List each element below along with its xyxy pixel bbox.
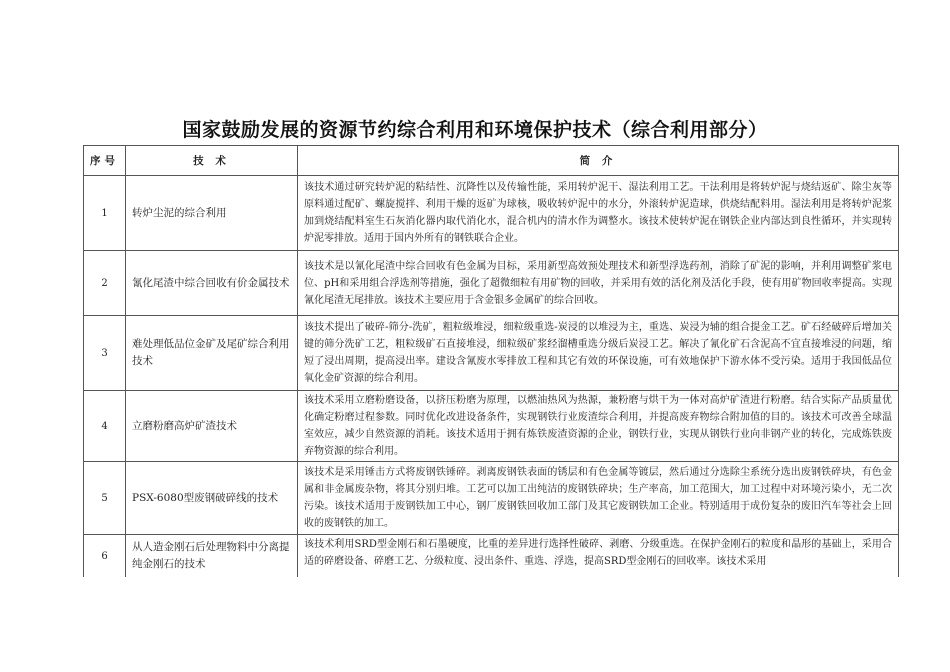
header-technology: 技 术 — [126, 146, 298, 176]
table-row — [84, 462, 899, 535]
row-number: 4 — [84, 391, 126, 462]
row-number: 3 — [84, 316, 126, 391]
table-row — [84, 316, 899, 391]
header-number: 序号 — [84, 146, 126, 176]
technology-name: 转炉尘泥的综合利用 — [126, 176, 298, 251]
table-row — [84, 176, 899, 251]
table-row — [84, 535, 899, 578]
technology-name: PSX-6080型废钢破碎线的技术 — [126, 462, 298, 535]
row-number: 1 — [84, 176, 126, 251]
row-number: 2 — [84, 251, 126, 316]
technology-name: 立磨粉磨高炉矿渣技术 — [126, 391, 298, 462]
technology-description: 该技术是采用锤击方式将废钢铁锤碎。剥离废钢铁表面的锈层和有色金属等镀层，然后通过分选除尘系统分选出废钢铁碎块，有色金属和非金属废杂物，将其分别归堆。工艺可以加工出纯洁的废钢铁碎块；生产率高，加工范围大，加工过程中对环境污染小，无二次污染。该技术适用于废钢铁加工中心，钢厂废钢铁回收加工部门及其它废钢铁加工企业。特别适用于成份复杂的废旧汽车等社会上回收的废钢铁的加工。 — [298, 462, 899, 535]
technology-name: 从人造金刚石后处理物料中分离提纯金刚石的技术 — [126, 535, 298, 578]
technology-description: 该技术采用立磨粉磨设备，以挤压粉磨为原理，以燃油热风为热源，兼粉磨与烘干为一体对高炉矿渣进行粉磨。结合实际产品质量优化确定粉磨过程参数。同时优化改进设备条件，实现钢铁行业废渣综合利用，并提高废弃物综合附加值的目的。该技术可改善全球温室效应，减少自然资源的消耗。该技术适用于拥有炼铁废渣资源的企业，钢铁行业，实现从钢铁行业向非钢产业的转化，完成炼铁废弃物资源的综合利用。 — [298, 391, 899, 462]
technology-description: 该技术提出了破碎-筛分-洗矿，粗粒级堆浸，细粒级重选-炭浸的以堆浸为主，重选、炭浸为辅的组合提金工艺。矿石经破碎后增加关键的筛分洗矿工艺，粗粒级矿石直接堆浸，细粒级矿浆经溜槽重选分级后炭浸工艺。解决了氰化矿石含泥高不宜直接堆浸的问题，缩短了浸出周期，提高浸出率。建设含氰废水零排放工程和其它有效的环保设施，可有效地保护下游水体不受污染。适用于我国低品位氧化金矿资源的综合利用。 — [298, 316, 899, 391]
technology-table — [83, 145, 899, 577]
header-description: 简 介 — [298, 146, 899, 176]
table-header-row — [84, 146, 899, 176]
row-number: 6 — [84, 535, 126, 578]
technology-description: 该技术是以氰化尾渣中综合回收有色金属为目标，采用新型高效预处理技术和新型浮选药剂，消除了矿泥的影响，并利用调整矿浆电位、pH和采用组合浮选剂等措施，强化了超微细粒有用矿物的回收，并采用有效的活化剂及活化手段，使有用矿物回收率提高。实现氰化尾渣无尾排放。该技术主要应用于含金银多金属矿的综合回收。 — [298, 251, 899, 316]
technology-description: 该技术通过研究转炉泥的粘结性、沉降性以及传输性能，采用转炉泥干、湿法利用工艺。干法利用是将转炉泥与烧结返矿、除尘灰等原料通过配矿、螺旋搅拌、利用干燥的返矿为球核，吸收转炉泥中的水分，外滚转炉泥造球，供烧结配料用。湿法利用是将转炉泥浆加到烧结配料室生石灰消化器内取代消化水，混合机内的清水作为调整水。该技术使转炉泥在钢铁企业内部达到良性循环，并实现转炉泥零排放。适用于国内外所有的钢铁联合企业。 — [298, 176, 899, 251]
table-row — [84, 391, 899, 462]
technology-name: 难处理低品位金矿及尾矿综合利用技术 — [126, 316, 298, 391]
technology-name: 氰化尾渣中综合回收有价金属技术 — [126, 251, 298, 316]
document-title: 国家鼓励发展的资源节约综合利用和环境保护技术（综合利用部分） — [182, 119, 768, 141]
table-row — [84, 251, 899, 316]
technology-description: 该技术利用SRD型金刚石和石墨硬度，比重的差异进行选择性破碎、剥磨、分级重选。在保护金刚石的粒度和晶形的基础上，采用合适的碎磨设备、碎磨工艺、分级粒度、浸出条件、重选、浮选，提高SRD型金刚石的回收率。该技术采用 — [298, 535, 899, 578]
row-number: 5 — [84, 462, 126, 535]
